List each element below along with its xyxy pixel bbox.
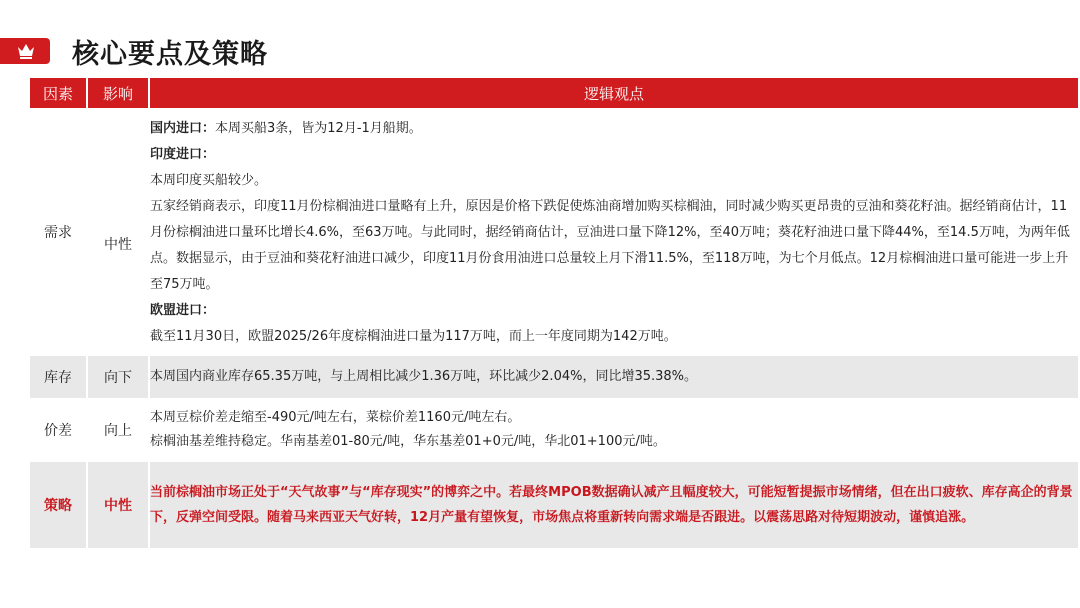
india-import-label: 印度进口： [150, 147, 216, 162]
header [0, 30, 1080, 70]
header-factor: 因素 [30, 78, 88, 108]
view-inventory: 本周国内商业库存65.35万吨，与上周相比减少1.36万吨，环比减少2.04%，同比增35.38%。 [150, 356, 1078, 398]
crown-icon [16, 41, 36, 61]
impact-spread: 向上 [88, 400, 150, 460]
table-row-strategy [30, 462, 1078, 548]
table-row-inventory [30, 356, 1078, 398]
table-header-row [30, 78, 1078, 108]
spread-line2: 棕榈油基差维持稳定。华南基差01-80元/吨，华东基差01+0元/吨，华北01+100元/吨。 [150, 434, 666, 449]
table-row-spread [30, 400, 1078, 460]
india-import-line1: 本周印度买船较少。 [150, 173, 268, 188]
impact-strategy: 中性 [88, 462, 150, 548]
key-points-table [30, 76, 1078, 550]
factor-inventory: 库存 [30, 356, 88, 398]
domestic-import-label: 国内进口： [150, 121, 216, 136]
impact-inventory: 向下 [88, 356, 150, 398]
header-impact: 影响 [88, 78, 150, 108]
impact-demand: 中性 [104, 237, 132, 253]
page-title: 核心要点及策略 [72, 39, 268, 70]
logo-tab [0, 38, 50, 64]
factor-strategy: 策略 [30, 462, 88, 548]
domestic-import [150, 116, 1078, 142]
factor-cell [30, 110, 88, 354]
spread-line1: 本周豆棕价差走缩至-490元/吨左右，菜棕价差1160元/吨左右。 [150, 410, 521, 425]
view-spread [150, 400, 1078, 460]
view-demand [150, 110, 1078, 354]
eu-import-label: 欧盟进口： [150, 303, 216, 318]
view-strategy: 当前棕榈油市场正处于“天气故事”与“库存现实”的博弈之中。若最终MPOB数据确认减产且幅度较大，可能短暂提振市场情绪，但在出口疲软、库存高企的背景下，反弹空间受限。随着马来西亚天气好转，12月产量有望恢复，市场焦点将重新转向需求端是否跟进。以震荡思路对待短期波动，谨慎追涨。 [150, 462, 1078, 548]
eu-import-text: 截至11月30日，欧盟2025/26年度棕榈油进口量为117万吨，而上一年度同期为142万吨。 [150, 329, 677, 344]
impact-cell [88, 110, 150, 354]
india-import-line2: 五家经销商表示，印度11月份棕榈油进口量略有上升，原因是价格下跌促使炼油商增加购买棕榈油，同时减少购买更昂贵的豆油和葵花籽油。据经销商估计，11月份棕榈油进口量环比增长4.6%，至63万吨。与此同时，据经销商估计，豆油进口量下降12%，至40万吨；葵花籽油进口量下降44%，至14.5万吨，为两年低点。数据显示，由于豆油和葵花籽油进口减少，印度11月份食用油进口总量较上月下滑11.5%，至118万吨，为七个月低点。12月棕榈油进口量可能进一步上升至75万吨。 [150, 199, 1070, 292]
factor-spread: 价差 [30, 400, 88, 460]
table-row-demand [30, 110, 1078, 354]
domestic-import-text: 本周买船3条，皆为12月-1月船期。 [215, 121, 422, 136]
factor-demand: 需求 [44, 225, 72, 241]
header-logic: 逻辑观点 [150, 78, 1078, 108]
